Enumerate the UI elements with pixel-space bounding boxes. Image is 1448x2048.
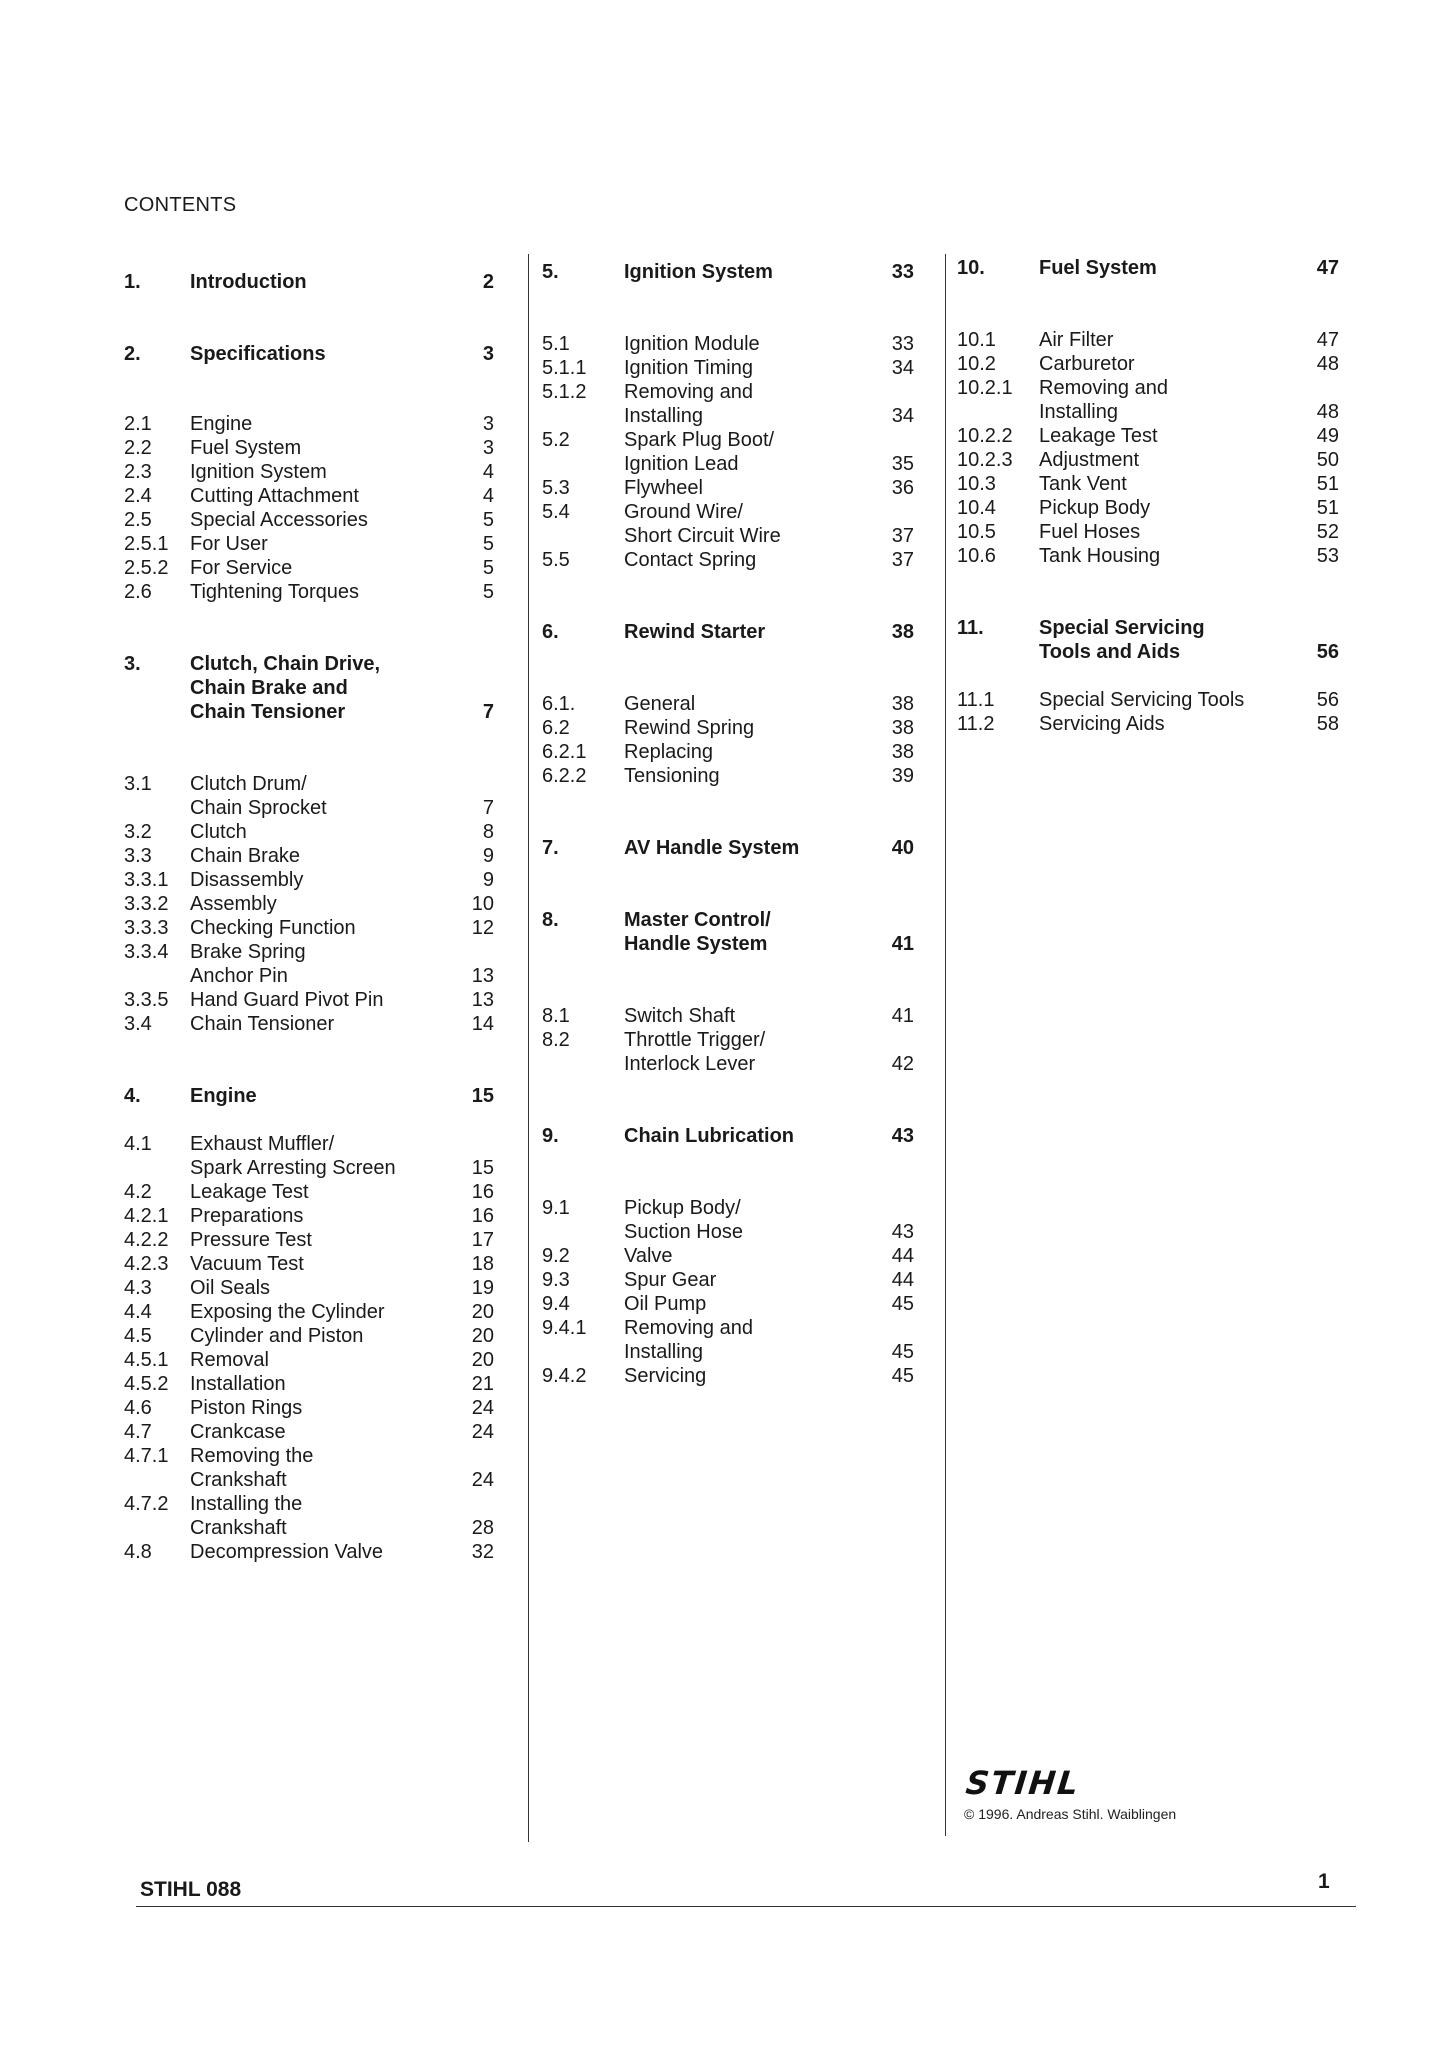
toc-title: Pickup Body/ bbox=[624, 1197, 741, 1219]
toc-title: Tank Housing bbox=[1039, 545, 1161, 567]
toc-page-number: 34 bbox=[891, 357, 914, 379]
toc-title: For User bbox=[190, 533, 268, 555]
toc-title: Rewind Spring bbox=[624, 717, 755, 739]
toc-number: 11.1 bbox=[957, 689, 995, 711]
toc-number: 10.2.1 bbox=[957, 377, 1013, 399]
toc-title: Oil Seals bbox=[190, 1277, 271, 1299]
toc-page-number: 58 bbox=[1316, 713, 1339, 735]
toc-page-number: 32 bbox=[471, 1541, 494, 1563]
toc-number: 3.2 bbox=[124, 821, 152, 843]
toc-number: 5.3 bbox=[542, 477, 570, 499]
toc-title: Tightening Torques bbox=[190, 581, 360, 603]
toc-page-number: 4 bbox=[482, 485, 494, 507]
page-title: CONTENTS bbox=[124, 194, 237, 216]
toc-page-number: 5 bbox=[482, 557, 494, 579]
toc-number: 2.4 bbox=[124, 485, 152, 507]
toc-title: Fuel Hoses bbox=[1039, 521, 1141, 543]
toc-title: Servicing bbox=[624, 1365, 707, 1387]
toc-number: 4.7 bbox=[124, 1421, 152, 1443]
toc-number: 2.5.2 bbox=[124, 557, 169, 579]
footer-rule bbox=[136, 1906, 1356, 1907]
toc-number: 3.3.1 bbox=[124, 869, 169, 891]
toc-title: Installation bbox=[190, 1373, 286, 1395]
toc-page-number: 56 bbox=[1316, 641, 1339, 663]
toc-page-number: 41 bbox=[891, 1005, 914, 1027]
toc-page-number: 9 bbox=[482, 869, 494, 891]
toc-number: 10.3 bbox=[957, 473, 996, 495]
toc-page-number: 10 bbox=[471, 893, 494, 915]
toc-number: 8. bbox=[542, 909, 559, 931]
toc-page-number: 53 bbox=[1316, 545, 1339, 567]
toc-page-number: 45 bbox=[891, 1365, 914, 1387]
toc-number: 11.2 bbox=[957, 713, 995, 735]
toc-title: Engine bbox=[190, 1085, 257, 1107]
toc-number: 3.4 bbox=[124, 1013, 152, 1035]
toc-page-number: 3 bbox=[482, 437, 494, 459]
toc-title: Ignition System bbox=[624, 261, 773, 283]
toc-title: Piston Rings bbox=[190, 1397, 303, 1419]
stihl-logo: STIHL bbox=[964, 1764, 1082, 1802]
toc-page-number: 13 bbox=[471, 989, 494, 1011]
footer-model: STIHL 088 bbox=[140, 1878, 242, 1901]
toc-number: 5.1.1 bbox=[542, 357, 587, 379]
toc-page-number: 15 bbox=[471, 1157, 494, 1179]
toc-page-number: 36 bbox=[891, 477, 914, 499]
toc-page-number: 51 bbox=[1316, 497, 1339, 519]
toc-title: Specifications bbox=[190, 343, 326, 365]
toc-number: 10.6 bbox=[957, 545, 996, 567]
toc-title: Chain Brake bbox=[190, 845, 301, 867]
toc-number: 5.1 bbox=[542, 333, 570, 355]
toc-number: 10.1 bbox=[957, 329, 996, 351]
toc-number: 6.1. bbox=[542, 693, 576, 715]
toc-title: Clutch bbox=[190, 821, 247, 843]
toc-page-number: 56 bbox=[1316, 689, 1339, 711]
toc-number: 9.4 bbox=[542, 1293, 570, 1315]
toc-title: Ignition Timing bbox=[624, 357, 753, 379]
toc-title: Removing the bbox=[190, 1445, 314, 1467]
toc-title: Spark Plug Boot/ bbox=[624, 429, 775, 451]
toc-page-number: 16 bbox=[471, 1181, 494, 1203]
toc-title: Assembly bbox=[190, 893, 277, 915]
toc-title: Tank Vent bbox=[1039, 473, 1127, 495]
toc-page-number: 9 bbox=[482, 845, 494, 867]
toc-page-number: 38 bbox=[891, 621, 914, 643]
toc-number: 9.4.1 bbox=[542, 1317, 587, 1339]
toc-title: Hand Guard Pivot Pin bbox=[190, 989, 384, 1011]
toc-number: 5.1.2 bbox=[542, 381, 587, 403]
toc-page-number: 4 bbox=[482, 461, 494, 483]
toc-number: 4.8 bbox=[124, 1541, 152, 1563]
toc-title: Contact Spring bbox=[624, 549, 757, 571]
toc-title: Spur Gear bbox=[624, 1269, 717, 1291]
toc-number: 2.6 bbox=[124, 581, 152, 603]
toc-title: Crankshaft bbox=[190, 1469, 287, 1491]
toc-page-number: 18 bbox=[471, 1253, 494, 1275]
toc-title: Preparations bbox=[190, 1205, 304, 1227]
toc-title: Switch Shaft bbox=[624, 1005, 736, 1027]
toc-title: Suction Hose bbox=[624, 1221, 743, 1243]
toc-title: Cutting Attachment bbox=[190, 485, 359, 507]
toc-title: Removing and bbox=[624, 381, 753, 403]
toc-number: 3. bbox=[124, 653, 141, 675]
toc-title: Handle System bbox=[624, 933, 768, 955]
toc-number: 5.4 bbox=[542, 501, 570, 523]
toc-page-number: 38 bbox=[891, 741, 914, 763]
toc-title: Special Accessories bbox=[190, 509, 368, 531]
toc-number: 10.4 bbox=[957, 497, 996, 519]
toc-page-number: 38 bbox=[891, 717, 914, 739]
toc-title: AV Handle System bbox=[624, 837, 800, 859]
toc-title: Short Circuit Wire bbox=[624, 525, 781, 547]
toc-title: Brake Spring bbox=[190, 941, 306, 963]
toc-page-number: 52 bbox=[1316, 521, 1339, 543]
toc-title: Fuel System bbox=[190, 437, 302, 459]
toc-number: 9.4.2 bbox=[542, 1365, 587, 1387]
toc-title: Ignition Module bbox=[624, 333, 760, 355]
toc-title: Introduction bbox=[190, 271, 307, 293]
toc-page-number: 15 bbox=[471, 1085, 494, 1107]
toc-number: 5. bbox=[542, 261, 559, 283]
toc-title: Decompression Valve bbox=[190, 1541, 384, 1563]
toc-page-number: 5 bbox=[482, 509, 494, 531]
toc-title: Checking Function bbox=[190, 917, 356, 939]
toc-title: Ground Wire/ bbox=[624, 501, 743, 523]
toc-number: 4.2.3 bbox=[124, 1253, 169, 1275]
toc-page-number: 44 bbox=[891, 1269, 914, 1291]
toc-title: Spark Arresting Screen bbox=[190, 1157, 396, 1179]
toc-number: 4. bbox=[124, 1085, 141, 1107]
toc-number: 2.2 bbox=[124, 437, 152, 459]
toc-page-number: 8 bbox=[482, 821, 494, 843]
toc-title: Tensioning bbox=[624, 765, 720, 787]
toc-title: Chain Sprocket bbox=[190, 797, 327, 819]
toc-title: Fuel System bbox=[1039, 257, 1157, 279]
toc-number: 6. bbox=[542, 621, 559, 643]
copyright-text: © 1996. Andreas Stihl. Waiblingen bbox=[964, 1806, 1177, 1822]
toc-number: 6.2 bbox=[542, 717, 570, 739]
toc-page-number: 17 bbox=[471, 1229, 494, 1251]
toc-page-number: 43 bbox=[891, 1125, 914, 1147]
toc-title: Removal bbox=[190, 1349, 269, 1371]
toc-title: Installing the bbox=[190, 1493, 303, 1515]
toc-number: 7. bbox=[542, 837, 559, 859]
toc-title: Replacing bbox=[624, 741, 713, 763]
toc-number: 2.1 bbox=[124, 413, 152, 435]
toc-page-number: 12 bbox=[471, 917, 494, 939]
toc-title: Interlock Lever bbox=[624, 1053, 756, 1075]
toc-page-number: 14 bbox=[471, 1013, 494, 1035]
toc-page-number: 16 bbox=[471, 1205, 494, 1227]
toc-title: Installing bbox=[624, 405, 703, 427]
toc-page-number: 24 bbox=[471, 1421, 494, 1443]
toc-title: Clutch, Chain Drive, bbox=[190, 653, 381, 675]
toc-page-number: 7 bbox=[482, 701, 494, 723]
toc-number: 3.3.4 bbox=[124, 941, 169, 963]
toc-title: Crankshaft bbox=[190, 1517, 287, 1539]
toc-page-number: 20 bbox=[471, 1349, 494, 1371]
toc-number: 4.3 bbox=[124, 1277, 152, 1299]
toc-number: 3.3.2 bbox=[124, 893, 169, 915]
toc-page-number: 39 bbox=[891, 765, 914, 787]
toc-page-number: 37 bbox=[891, 549, 914, 571]
toc-title: For Service bbox=[190, 557, 293, 579]
toc-title: Air Filter bbox=[1039, 329, 1114, 351]
toc-page-number: 33 bbox=[891, 333, 914, 355]
toc-page-number: 19 bbox=[471, 1277, 494, 1299]
toc-title: Rewind Starter bbox=[624, 621, 766, 643]
toc-page-number: 51 bbox=[1316, 473, 1339, 495]
toc-title: Tools and Aids bbox=[1039, 641, 1181, 663]
toc-page-number: 45 bbox=[891, 1341, 914, 1363]
toc-page-number: 28 bbox=[471, 1517, 494, 1539]
toc-title: Chain Tensioner bbox=[190, 1013, 335, 1035]
toc-title: Leakage Test bbox=[190, 1181, 309, 1203]
toc-page-number: 20 bbox=[471, 1301, 494, 1323]
toc-page-number: 21 bbox=[471, 1373, 494, 1395]
toc-title: Ignition Lead bbox=[624, 453, 739, 475]
toc-number: 10.5 bbox=[957, 521, 996, 543]
toc-number: 4.1 bbox=[124, 1133, 152, 1155]
toc-number: 4.5.1 bbox=[124, 1349, 169, 1371]
toc-number: 8.1 bbox=[542, 1005, 570, 1027]
toc-title: Chain Brake and bbox=[190, 677, 348, 699]
toc-title: Engine bbox=[190, 413, 253, 435]
toc-title: Servicing Aids bbox=[1039, 713, 1165, 735]
toc-number: 4.7.2 bbox=[124, 1493, 169, 1515]
toc-number: 9.1 bbox=[542, 1197, 570, 1219]
toc-number: 9.3 bbox=[542, 1269, 570, 1291]
toc-title: Vacuum Test bbox=[190, 1253, 304, 1275]
toc-title: Pressure Test bbox=[190, 1229, 312, 1251]
toc-number: 8.2 bbox=[542, 1029, 570, 1051]
toc-number: 4.2.2 bbox=[124, 1229, 169, 1251]
toc-number: 4.7.1 bbox=[124, 1445, 169, 1467]
toc-title: General bbox=[624, 693, 696, 715]
toc-title: Master Control/ bbox=[624, 909, 771, 931]
toc-number: 5.2 bbox=[542, 429, 570, 451]
toc-number: 2.5 bbox=[124, 509, 152, 531]
toc-number: 10.2 bbox=[957, 353, 996, 375]
toc-number: 1. bbox=[124, 271, 141, 293]
toc-number: 4.2.1 bbox=[124, 1205, 169, 1227]
toc-page-number: 35 bbox=[891, 453, 914, 475]
toc-number: 6.2.1 bbox=[542, 741, 587, 763]
toc-title: Removing and bbox=[1039, 377, 1168, 399]
toc-number: 3.3.5 bbox=[124, 989, 169, 1011]
toc-page-number: 48 bbox=[1316, 401, 1339, 423]
toc-page-number: 20 bbox=[471, 1325, 494, 1347]
toc-page-number: 7 bbox=[482, 797, 494, 819]
toc-title: Exposing the Cylinder bbox=[190, 1301, 385, 1323]
toc-number: 3.3.3 bbox=[124, 917, 169, 939]
toc-page-number: 34 bbox=[891, 405, 914, 427]
column-divider-1 bbox=[528, 254, 529, 1842]
toc-title: Disassembly bbox=[190, 869, 304, 891]
toc-page-number: 43 bbox=[891, 1221, 914, 1243]
toc-number: 9. bbox=[542, 1125, 559, 1147]
toc-page-number: 42 bbox=[891, 1053, 914, 1075]
toc-page-number: 37 bbox=[891, 525, 914, 547]
toc-page-number: 50 bbox=[1316, 449, 1339, 471]
toc-page-number: 24 bbox=[471, 1397, 494, 1419]
toc-number: 10. bbox=[957, 257, 985, 279]
toc-number: 6.2.2 bbox=[542, 765, 587, 787]
toc-title: Leakage Test bbox=[1039, 425, 1158, 447]
toc-number: 5.5 bbox=[542, 549, 570, 571]
toc-title: Special Servicing bbox=[1039, 617, 1205, 639]
toc-title: Anchor Pin bbox=[190, 965, 288, 987]
toc-page-number: 41 bbox=[891, 933, 914, 955]
toc-number: 10.2.3 bbox=[957, 449, 1013, 471]
toc-number: 11. bbox=[957, 617, 984, 639]
toc-title: Adjustment bbox=[1039, 449, 1140, 471]
toc-title: Flywheel bbox=[624, 477, 703, 499]
toc-number: 2.3 bbox=[124, 461, 152, 483]
toc-number: 3.3 bbox=[124, 845, 152, 867]
toc-title: Installing bbox=[624, 1341, 703, 1363]
toc-page-number: 49 bbox=[1316, 425, 1339, 447]
toc-title: Oil Pump bbox=[624, 1293, 707, 1315]
toc-title: Special Servicing Tools bbox=[1039, 689, 1245, 711]
footer-page-number: 1 bbox=[1318, 1870, 1330, 1893]
toc-page-number: 47 bbox=[1316, 257, 1339, 279]
toc-page-number: 45 bbox=[891, 1293, 914, 1315]
toc-title: Installing bbox=[1039, 401, 1118, 423]
toc-title: Pickup Body bbox=[1039, 497, 1151, 519]
toc-page-number: 5 bbox=[482, 533, 494, 555]
column-divider-2 bbox=[945, 254, 946, 1836]
toc-page-number: 48 bbox=[1316, 353, 1339, 375]
toc-page-number: 38 bbox=[891, 693, 914, 715]
toc-page-number: 33 bbox=[891, 261, 914, 283]
toc-page-number: 40 bbox=[891, 837, 914, 859]
toc-number: 10.2.2 bbox=[957, 425, 1013, 447]
toc-number: 4.2 bbox=[124, 1181, 152, 1203]
toc-page-number: 47 bbox=[1316, 329, 1339, 351]
toc-title: Carburetor bbox=[1039, 353, 1135, 375]
toc-title: Chain Lubrication bbox=[624, 1125, 794, 1147]
toc-title: Throttle Trigger/ bbox=[624, 1029, 766, 1051]
toc-number: 4.5.2 bbox=[124, 1373, 169, 1395]
toc-title: Chain Tensioner bbox=[190, 701, 346, 723]
toc-number: 2. bbox=[124, 343, 141, 365]
toc-page-number: 5 bbox=[482, 581, 494, 603]
toc-title: Valve bbox=[624, 1245, 673, 1267]
toc-page-number: 3 bbox=[482, 413, 494, 435]
toc-number: 4.4 bbox=[124, 1301, 152, 1323]
toc-number: 4.5 bbox=[124, 1325, 152, 1347]
toc-title: Cylinder and Piston bbox=[190, 1325, 364, 1347]
toc-title: Removing and bbox=[624, 1317, 753, 1339]
toc-number: 2.5.1 bbox=[124, 533, 169, 555]
toc-page-number: 44 bbox=[891, 1245, 914, 1267]
toc-title: Clutch Drum/ bbox=[190, 773, 307, 795]
toc-title: Ignition System bbox=[190, 461, 327, 483]
toc-number: 3.1 bbox=[124, 773, 152, 795]
toc-title: Exhaust Muffler/ bbox=[190, 1133, 335, 1155]
toc-number: 9.2 bbox=[542, 1245, 570, 1267]
toc-page-number: 2 bbox=[482, 271, 494, 293]
toc-number: 4.6 bbox=[124, 1397, 152, 1419]
toc-page-number: 3 bbox=[482, 343, 494, 365]
toc-page-number: 24 bbox=[471, 1469, 494, 1491]
toc-page-number: 13 bbox=[471, 965, 494, 987]
toc-title: Crankcase bbox=[190, 1421, 286, 1443]
